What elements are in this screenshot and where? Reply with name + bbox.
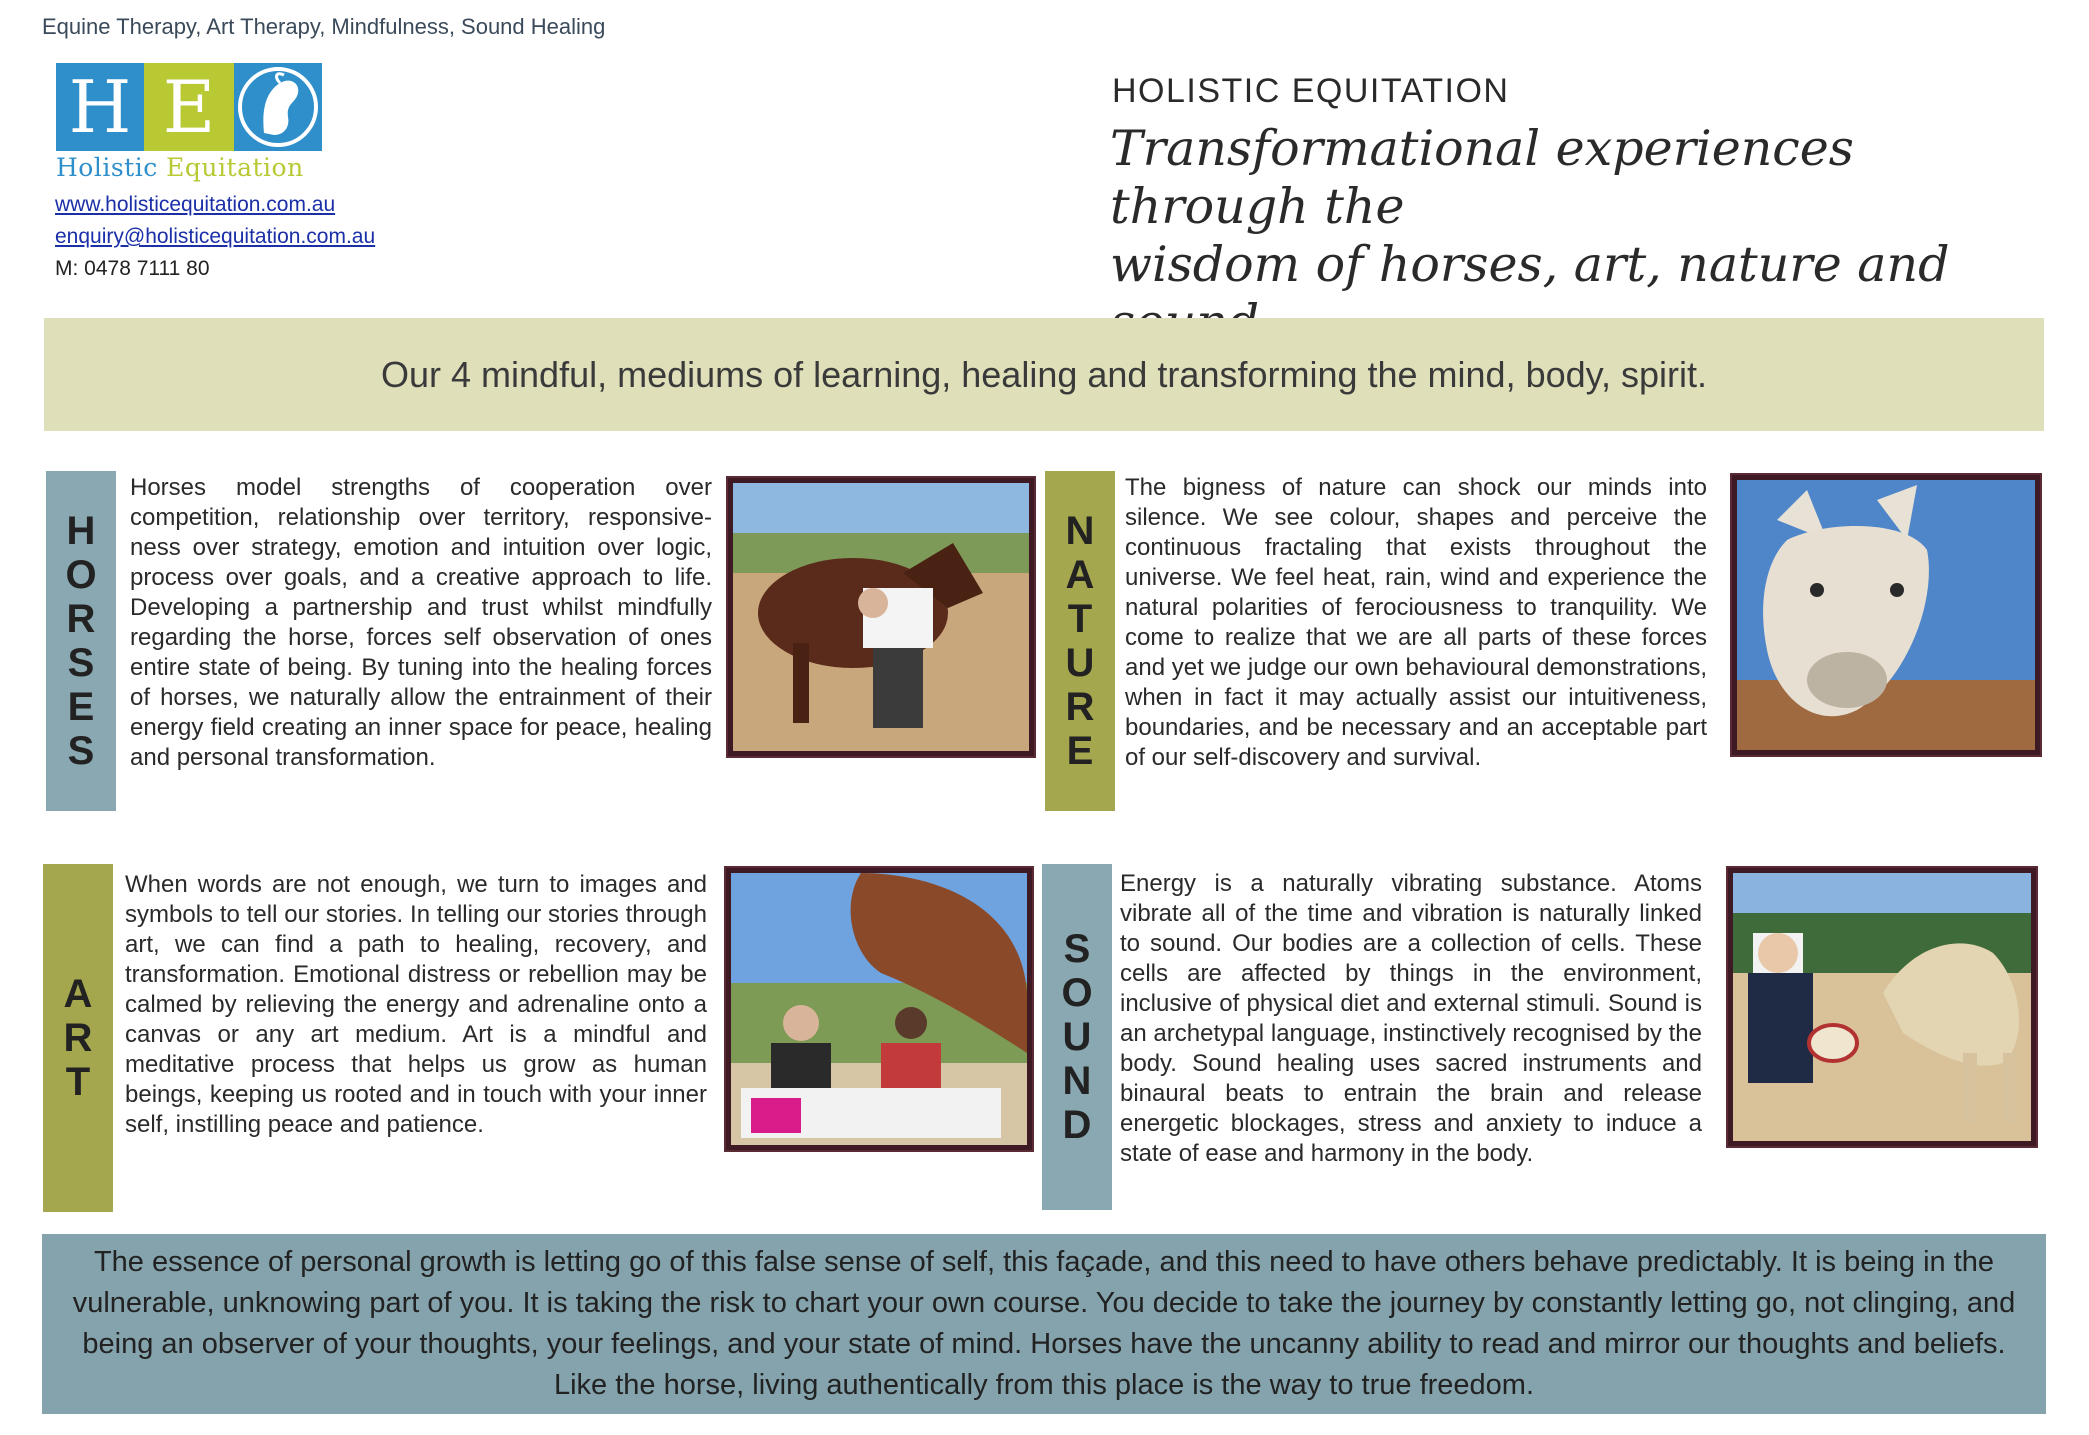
- website-link[interactable]: www.holisticequitation.com.au: [55, 193, 336, 216]
- email-line: [55, 225, 375, 249]
- bar-letter: H: [66, 509, 96, 553]
- nature-photo: [1732, 475, 2040, 755]
- sound-label-bar: [1042, 864, 1112, 1210]
- tagline: Equine Therapy, Art Therapy, Mindfulness, Sound Healing: [42, 14, 606, 39]
- bar-letter: T: [1067, 597, 1093, 641]
- horse-head-icon: [234, 63, 322, 151]
- horses-photo: [728, 478, 1034, 756]
- logo-e-block: [144, 63, 234, 151]
- phone-number: M: 0478 7111 80: [55, 257, 210, 280]
- bar-letter: N: [1062, 1059, 1092, 1103]
- bar-letter: E: [67, 685, 95, 729]
- logo: [56, 63, 324, 183]
- banner-text: Our 4 mindful, mediums of learning, healing and transforming the mind, body, spirit.: [381, 353, 1707, 395]
- bar-letter: A: [63, 972, 93, 1016]
- bar-letter: R: [66, 597, 96, 641]
- bar-letter: S: [67, 641, 95, 685]
- logo-letter-h: H: [68, 65, 132, 149]
- mediums-banner: [44, 318, 2044, 431]
- bar-letter: T: [65, 1060, 91, 1104]
- art-text: When words are not enough, we turn to images and symbols to tell our stories. In telling our stories through art, we can find a path to healing, recovery, and transformation. Emotional distress or rebellion may be calmed by relieving the energy and adrenaline onto a canvas or any art medium. Art is a mindful and meditative process that helps us grow as human beings, keeping us rooted and in touch with your inner self, instilling peace and patience.: [125, 871, 707, 1138]
- bar-letter: S: [67, 729, 95, 773]
- bar-letter: O: [1061, 971, 1093, 1015]
- bar-letter: R: [1065, 685, 1095, 729]
- email-link[interactable]: enquiry@holisticequitation.com.au: [55, 225, 376, 248]
- nature-text: The bigness of nature can shock our minds into silence. We see colour, shapes and perceive the continuous fractaling that exists throughout the universe. We feel heat, rain, wind and experience the natural polarities of ferociousness to tranquility. We come to realize that we are all parts of these forces and yet we judge our own behavioural demonstrations, when in fact it may actually assist our intuitiveness, boundaries, and be necessary and an acceptable part of our self-discovery and survival.: [1125, 474, 1707, 771]
- brand-title: HOLISTIC EQUITATION: [1112, 72, 1510, 110]
- bar-letter: D: [1062, 1103, 1092, 1147]
- nature-label-bar: [1045, 471, 1115, 811]
- slogan-line-1: Transformational experiences through the: [1110, 120, 1854, 235]
- horses-text: Horses model strengths of cooperation over competition, relationship over territory, responsive-ness over strategy, emotion and intuition over logic, process over goals, and a creative approach to life. Developing a partnership and trust whilst mindfully regarding the horse, forces self observation of ones entire state of being. By tuning into the healing forces of horses, we naturally allow the entrainment of their energy field creating an inner space for peace, healing and personal transformation.: [130, 474, 712, 771]
- website-line: [55, 193, 335, 217]
- bar-letter: U: [1062, 1015, 1092, 1059]
- art-label-bar: [43, 864, 113, 1212]
- sound-photo: [1728, 868, 2036, 1146]
- logo-word-equitation: Equitation: [166, 153, 304, 182]
- closing-quote: [42, 1234, 2046, 1414]
- bar-letter: O: [65, 553, 97, 597]
- horses-label-bar: [46, 471, 116, 811]
- sound-text: Energy is a naturally vibrating substance. Atoms vibrate all of the time and vibration is naturally linked to sound. Our bodies are a collection of cells. These cells are affected by things in the environment, inclusive of physical diet and external stimuli. Sound is an archetypal language, instinctively recognised by the body. Sound healing uses sacred instruments and binaural beats to entrain the brain and release energetic blockages, stress and anxiety to induce a state of ease and harmony in the body.: [1120, 870, 1702, 1167]
- logo-word-holistic: Holistic: [56, 153, 158, 182]
- bar-letter: R: [63, 1016, 93, 1060]
- bar-letter: U: [1065, 641, 1095, 685]
- closing-quote-text: The essence of personal growth is letting go of this false sense of self, this façade, and this need to have others behave predictably. It is being in the vulnerable, unknowing part of you. It is taking the risk to chart your own course. You decide to take the journey by constantly letting go, not clinging, and being an observer of your thoughts, your feelings, and your state of mind. Horses have the uncanny ability to read and mirror our thoughts and beliefs. Like the horse, living authentically from this place is the way to true freedom.: [72, 1246, 2016, 1401]
- logo-h-block: [56, 63, 144, 151]
- bar-letter: E: [1066, 729, 1094, 773]
- slogan-line-2: wisdom of horses, art, nature and: [1110, 236, 1950, 293]
- logo-wordmark: [56, 153, 324, 182]
- logo-letter-e: E: [162, 65, 216, 149]
- bar-letter: S: [1063, 927, 1091, 971]
- art-photo: [726, 868, 1032, 1150]
- bar-letter: A: [1065, 553, 1095, 597]
- bar-letter: N: [1065, 509, 1095, 553]
